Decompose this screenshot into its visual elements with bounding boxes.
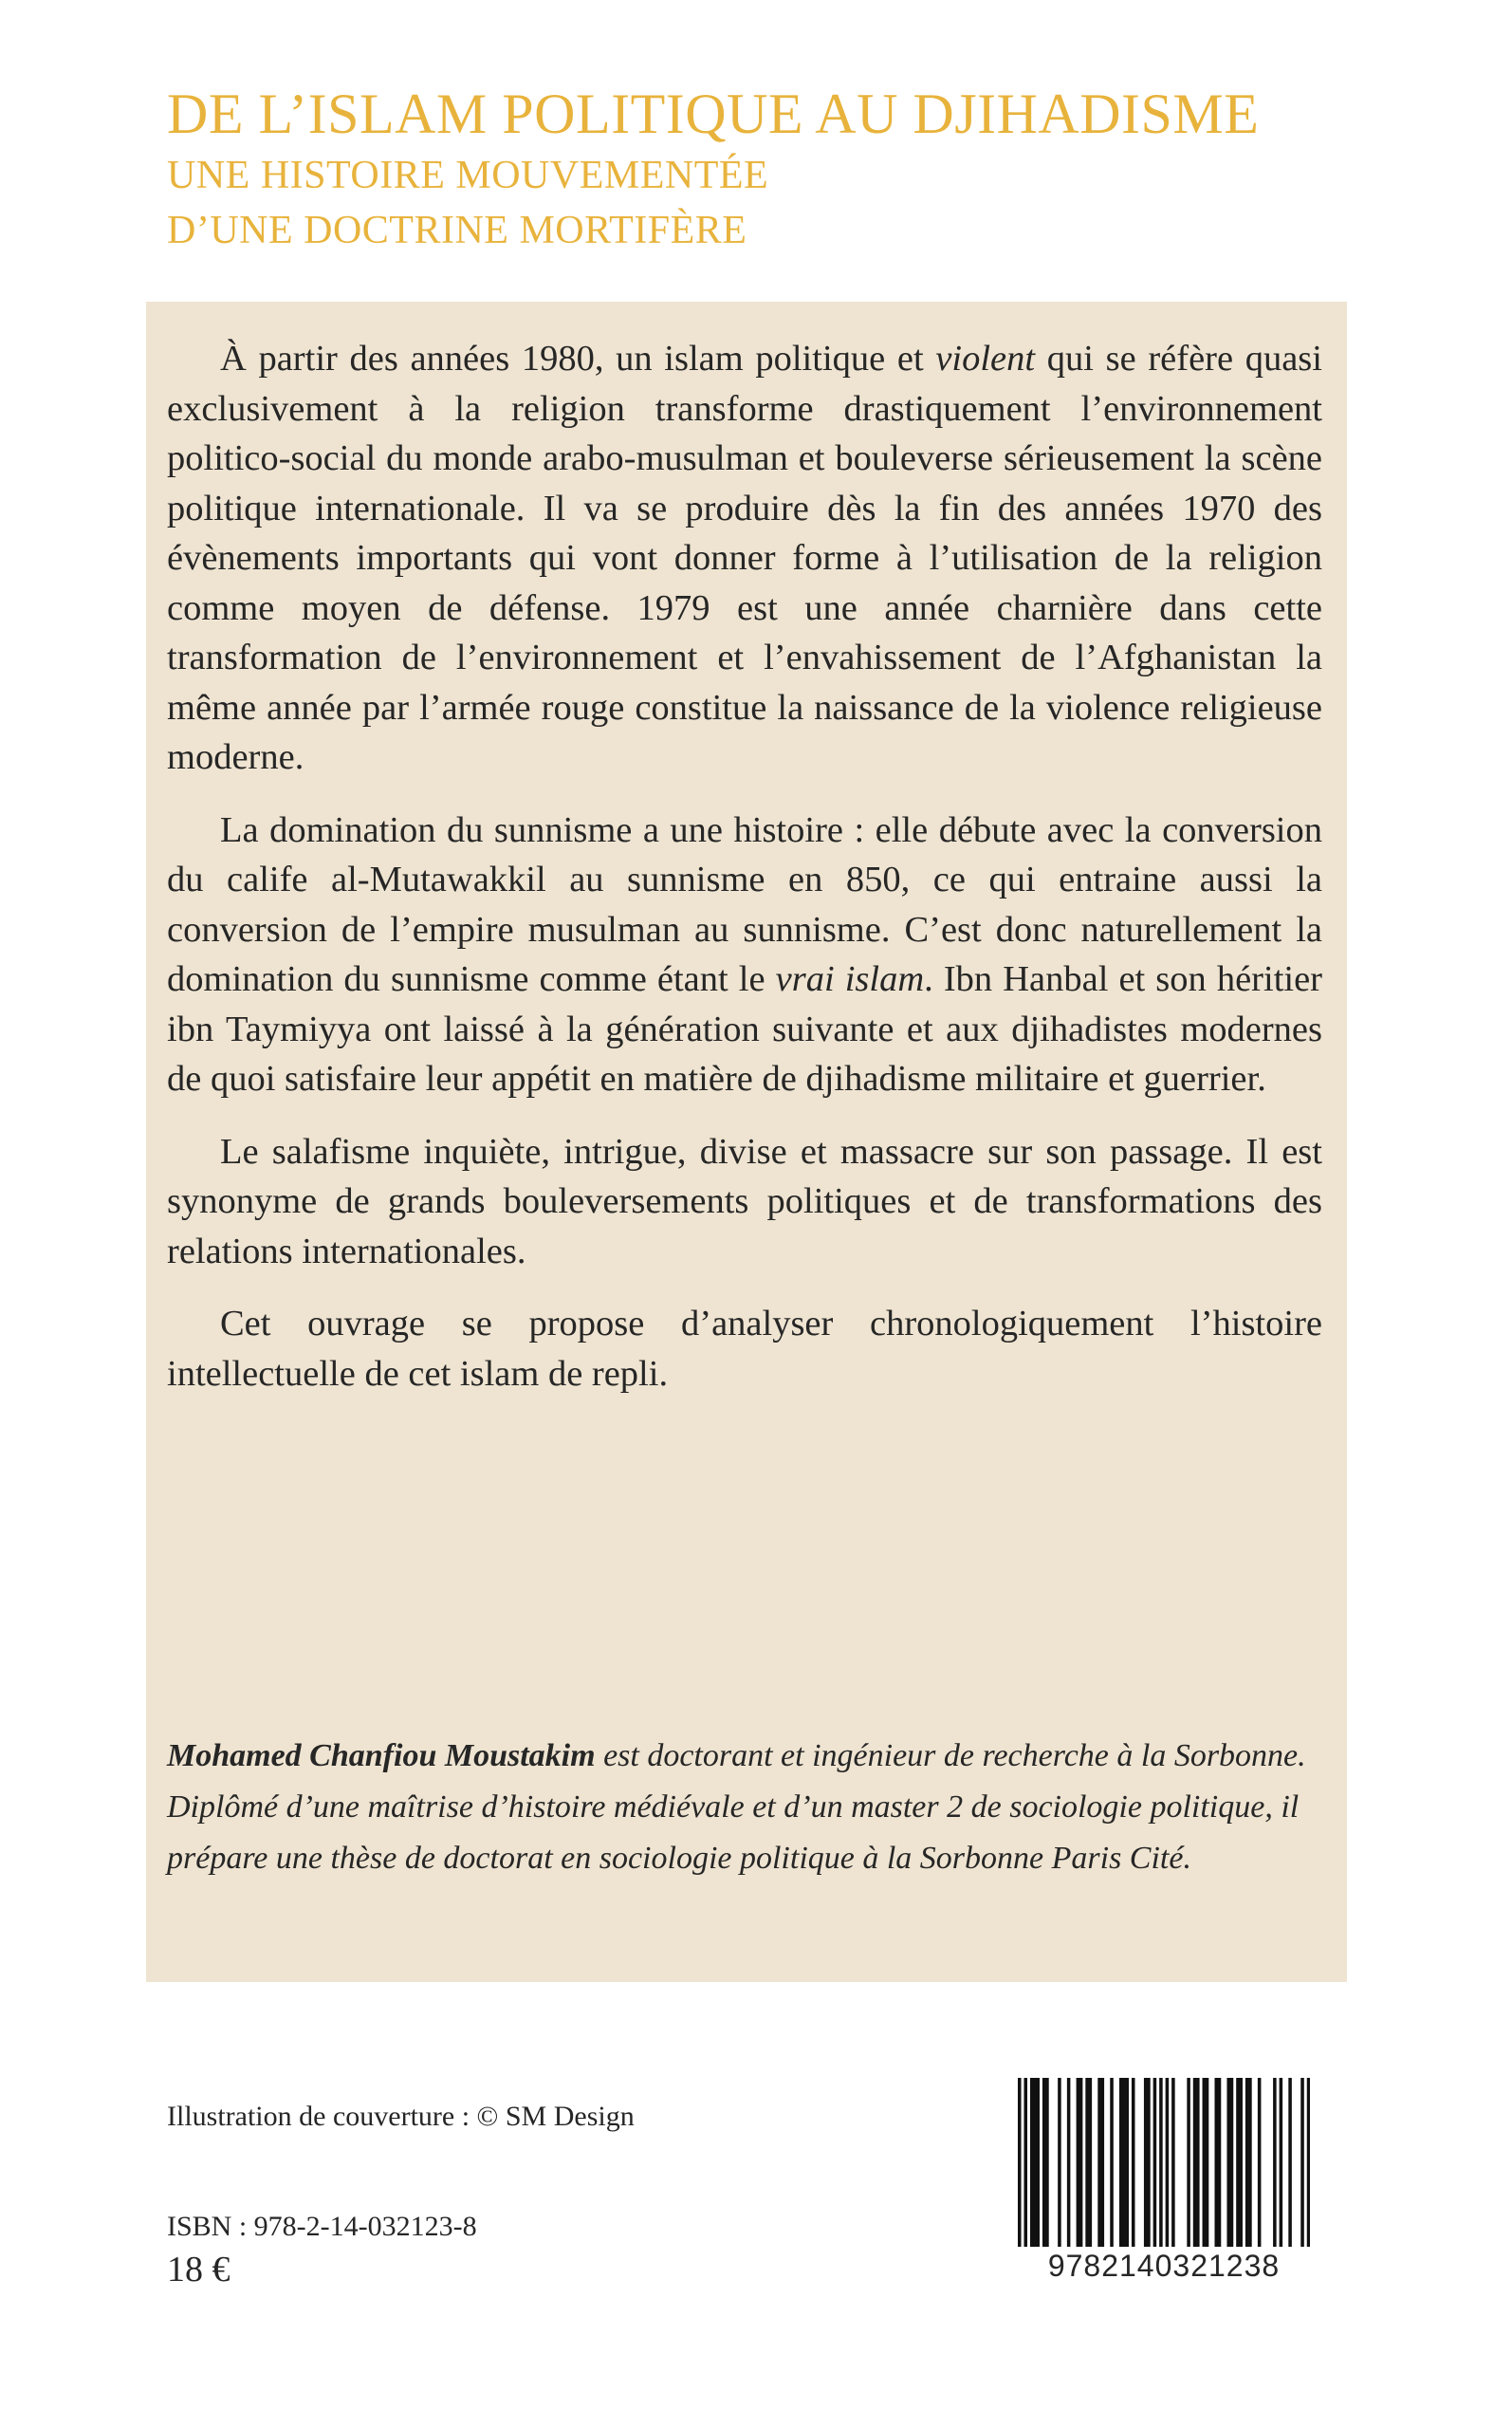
barcode-bar: [1300, 2078, 1304, 2247]
book-subtitle-line-2: D’UNE DOCTRINE MORTIFÈRE: [167, 209, 747, 252]
author-name: Mohamed Chanfiou Moustakim: [167, 1738, 596, 1773]
paragraph-4: Cet ouvrage se propose d’analyser chronologiquement l’histoire intellectuelle de cet islam de repli.: [167, 1304, 1322, 1394]
barcode-bar: [1036, 2078, 1040, 2247]
barcode-bar: [1033, 2078, 1037, 2247]
barcode-bar: [1144, 2078, 1148, 2247]
barcode-bar: [1196, 2078, 1200, 2247]
barcode-bar: [1226, 2078, 1230, 2247]
barcode-bar: [1214, 2078, 1218, 2247]
cover-credit: Illustration de couverture : © SM Design: [167, 2101, 635, 2132]
summary-text: [167, 334, 1322, 1421]
barcode-bar: [1187, 2078, 1190, 2247]
barcode-bar: [1122, 2078, 1126, 2247]
barcode-bar: [1147, 2078, 1151, 2247]
barcode-bar: [1101, 2078, 1105, 2247]
barcode-bar: [1171, 2078, 1175, 2247]
summary-panel: [146, 302, 1347, 1982]
barcode-bar: [1166, 2078, 1170, 2247]
barcode-bar: [1023, 2078, 1027, 2247]
barcode-bar: [1119, 2078, 1123, 2247]
barcode-bar: [1258, 2078, 1262, 2247]
barcode-bars: [1018, 2078, 1310, 2247]
barcode-bar: [1245, 2078, 1249, 2247]
barcode-bar: [1307, 2078, 1310, 2247]
price: 18 €: [167, 2250, 230, 2289]
barcode-number: 9782140321238: [1047, 2249, 1281, 2283]
title-block: [167, 80, 1343, 258]
barcode-bar: [1067, 2078, 1071, 2247]
barcode-bar: [1203, 2078, 1207, 2247]
barcode-bar: [1097, 2078, 1101, 2247]
paragraph-2: La domination du sunnisme a une histoire : elle débute avec la conversion du calife al-Mutawakkil au sunnisme en 850, ce qui entraine aussi la conversion de l’empire musulman au sunnisme. C’est donc naturellement la domination du sunnisme comme étant le vrai islam. Ibn Hanbal et son héritier ibn Taymiyya ont laissé à la génération suivante et aux djihadistes modernes de quoi satisfaire leur appétit en matière de djihadisme militaire et guerrier.: [167, 809, 1322, 1099]
barcode-bar: [1045, 2078, 1049, 2247]
book-title: DE L’ISLAM POLITIQUE AU DJIHADISME: [167, 83, 1260, 145]
barcode-bar: [1153, 2078, 1157, 2247]
barcode-bar: [1030, 2078, 1034, 2247]
barcode-bar: [1280, 2078, 1283, 2247]
barcode-bar: [1132, 2078, 1135, 2247]
barcode-bar: [1248, 2078, 1252, 2247]
barcode-bar: [1089, 2078, 1093, 2247]
barcode-bar: [1058, 2078, 1061, 2247]
emphasis-vrai-islam: vrai islam: [775, 959, 925, 999]
paragraph-3: Le salafisme inquiète, intrigue, divise et massacre sur son passage. Il est synonyme de grands bouleversements politiques et de transformations des relations internationales.: [167, 1131, 1322, 1271]
barcode-bar: [1230, 2078, 1234, 2247]
barcode-bar: [1193, 2078, 1197, 2247]
author-bio: Mohamed Chanfiou Moustakim est doctorant et ingénieur de recherche à la Sorbonne. Diplômé d’une maîtrise d’histoire médiévale et d’un master 2 de sociologie politique, il prépare une thèse de doctorat en sociologie politique à la Sorbonne Paris Cité.: [167, 1738, 1306, 1876]
barcode-bar: [1288, 2078, 1292, 2247]
barcode: [1018, 2078, 1310, 2301]
barcode-bar: [1077, 2078, 1080, 2247]
barcode-bar: [1079, 2078, 1083, 2247]
barcode-bar: [1239, 2078, 1243, 2247]
barcode-bar: [1085, 2078, 1089, 2247]
barcode-bar: [1273, 2078, 1277, 2247]
barcode-bar: [1218, 2078, 1222, 2247]
barcode-bar: [1206, 2078, 1209, 2247]
barcode-bar: [1159, 2078, 1163, 2247]
book-subtitle-line-1: UNE HISTOIRE MOUVEMENTÉE: [167, 154, 769, 197]
barcode-bar: [1125, 2078, 1129, 2247]
barcode-bar: [1110, 2078, 1114, 2247]
isbn: ISBN : 978-2-14-032123-8: [167, 2211, 477, 2242]
barcode-bar: [1042, 2078, 1046, 2247]
emphasis-violent: violent: [935, 339, 1036, 379]
paragraph-1: À partir des années 1980, un islam politique et violent qui se réfère quasi exclusivement à la religion transforme drastiquement l’environnement politico-social du monde arabo-musulman et bouleverse sérieusement la scène politique internationale. Il va se produire dès la fin des années 1970 des évènements importants qui vont donner forme à l’utilisation de la religion comme moyen de défense. 1979 est une année charnière dans cette transformation de l’environnement et l’envahissement de l’Afghanistan la même année par l’armée rouge constitue la naissance de la violence religieuse moderne.: [167, 339, 1322, 777]
barcode-bar: [1018, 2078, 1022, 2247]
barcode-bar: [1236, 2078, 1240, 2247]
